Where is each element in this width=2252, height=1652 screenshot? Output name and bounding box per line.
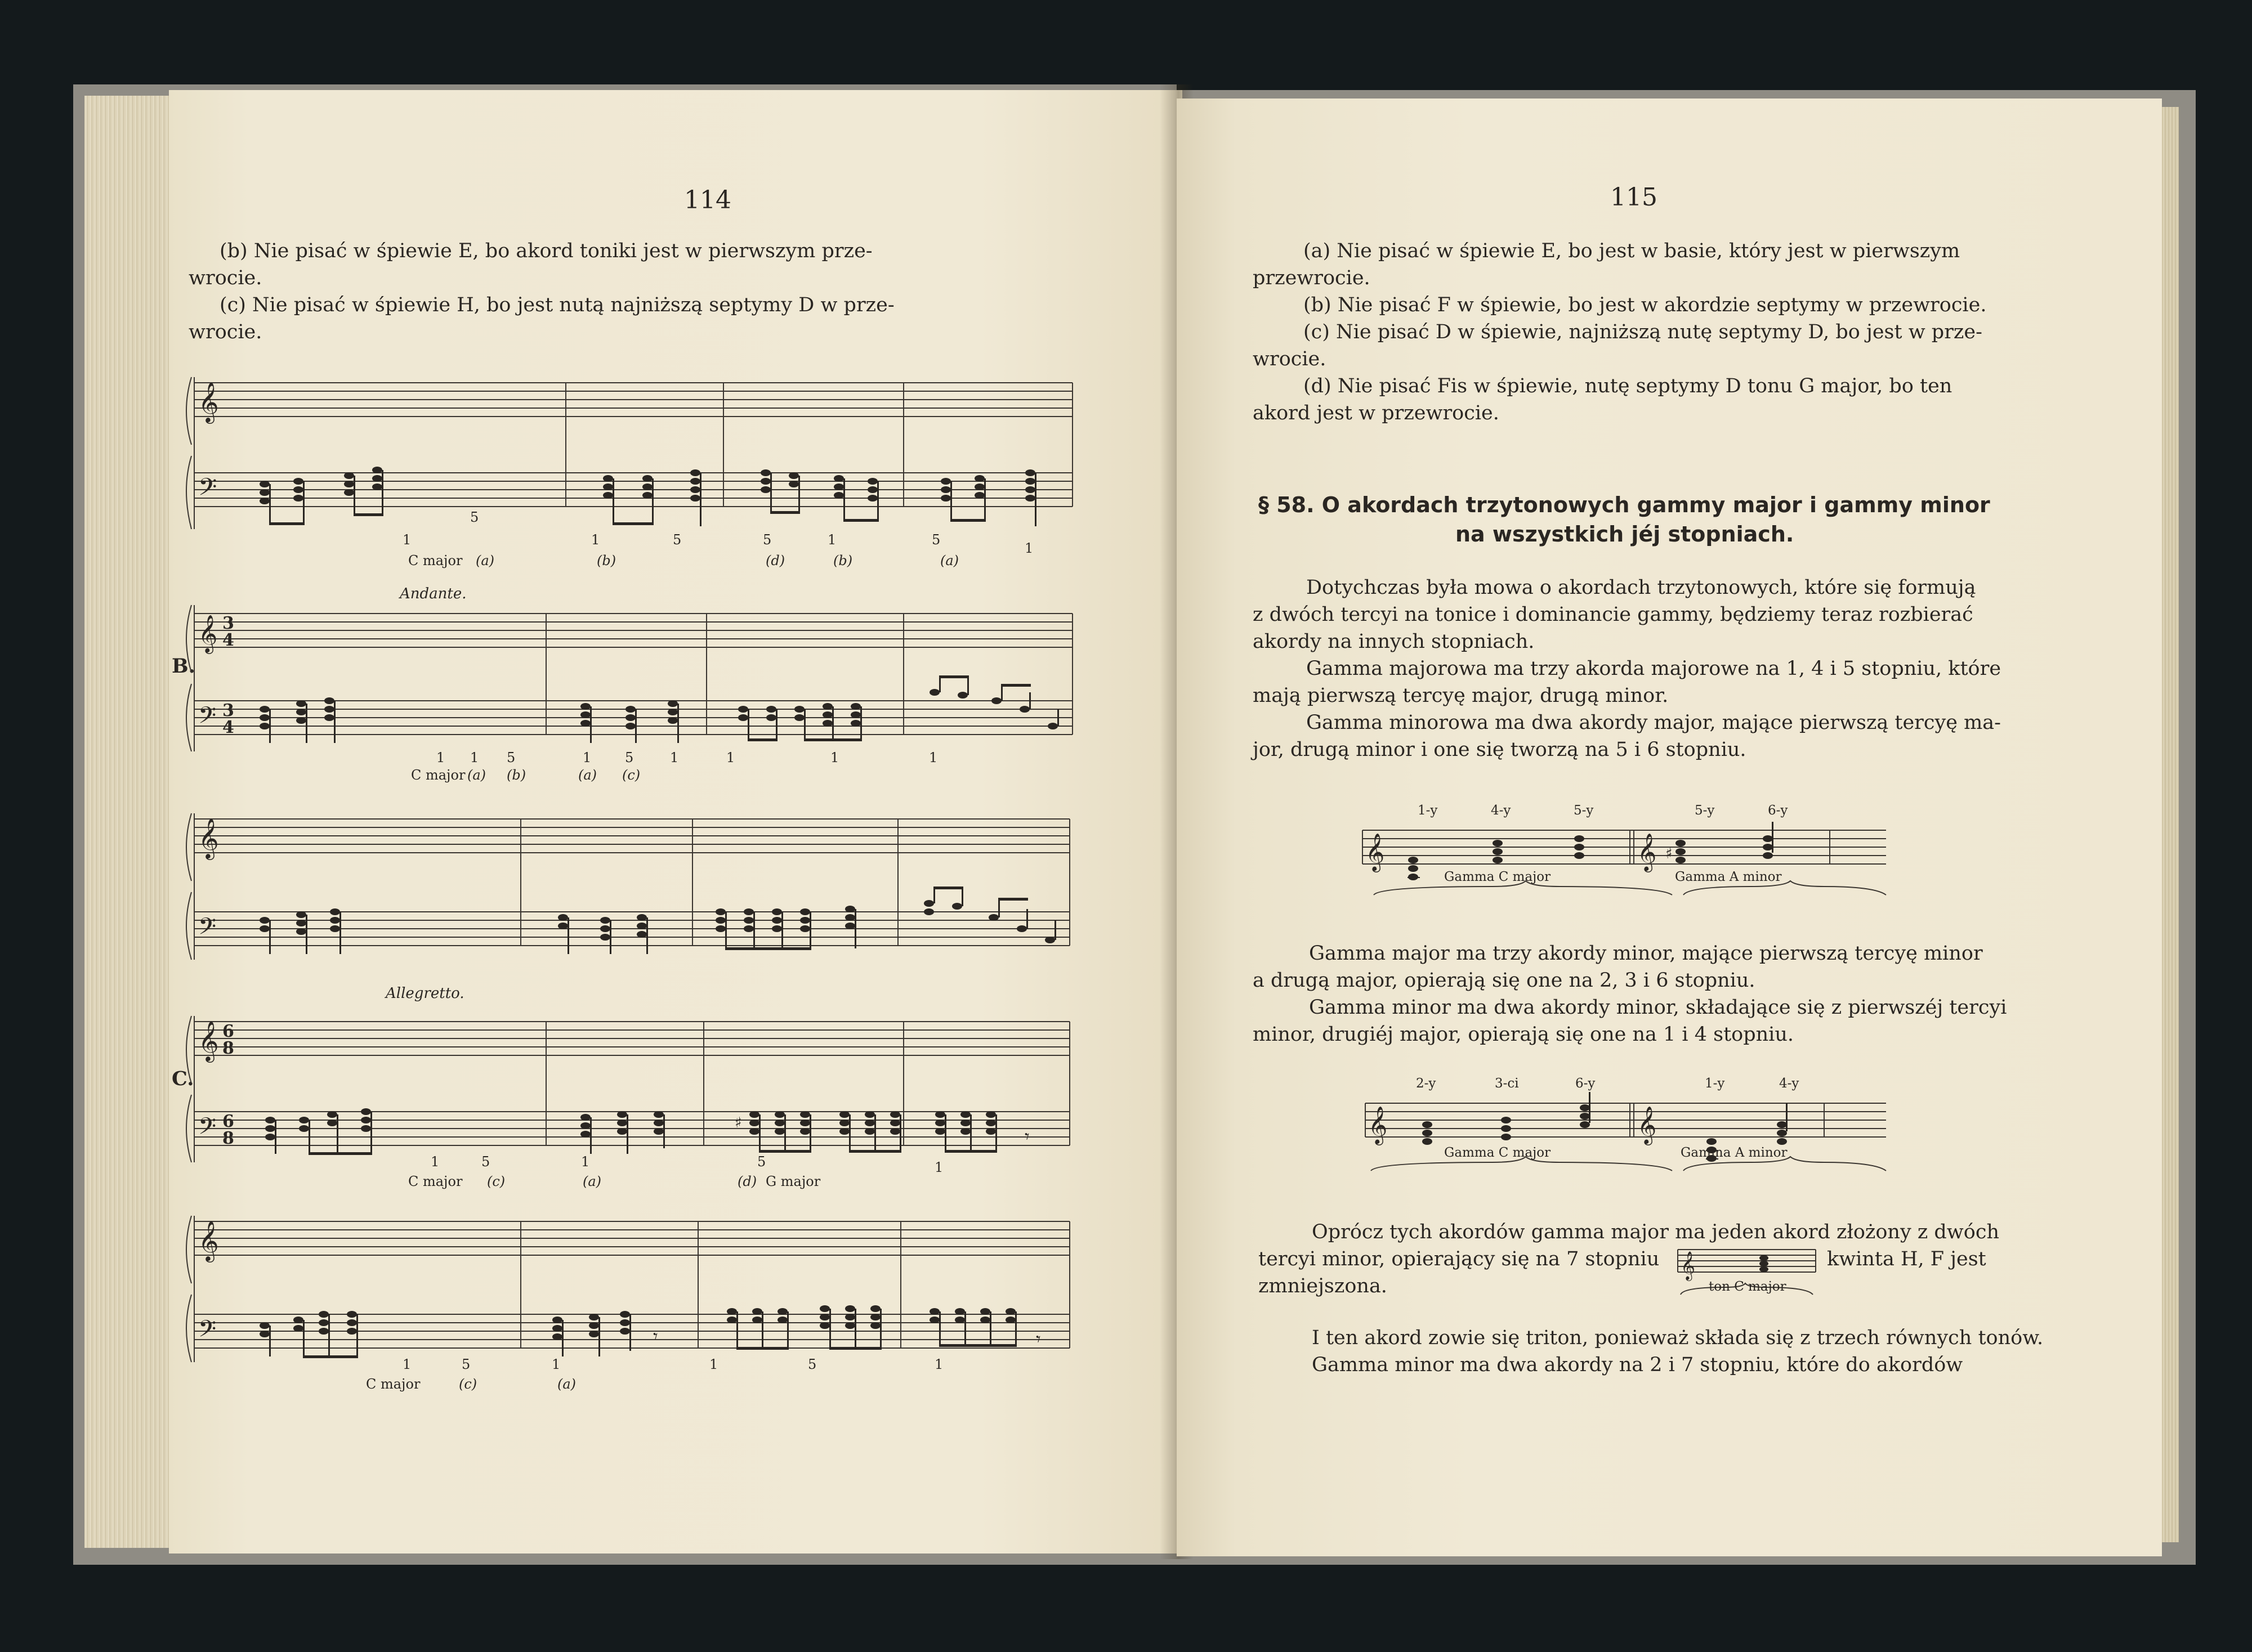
right-paragraph-7-line2: jor, drugą minor i one się tworzą na 5 i 6 stopniu.	[1253, 738, 1746, 761]
svg-text:𝄞: 𝄞	[1365, 832, 1385, 871]
ex4-label: (a)	[583, 1174, 602, 1189]
ex4-num: 5	[481, 1154, 490, 1170]
ex1-num: 5	[673, 532, 682, 548]
svg-text:𝄾: 𝄾	[653, 1326, 658, 1347]
ex5-label: (a)	[557, 1376, 577, 1392]
svg-text:𝄢: 𝄢	[198, 473, 217, 507]
right-page	[1177, 99, 2162, 1556]
ex4-num: 5	[757, 1154, 766, 1170]
ex2-num: 5	[625, 750, 634, 765]
right-paragraph-6-line2: mają pierwszą tercyę major, drugą minor.	[1253, 684, 1669, 707]
svg-text:♯: ♯	[735, 1114, 742, 1131]
ex1-num: 5	[932, 532, 941, 548]
ex2-label: (a)	[578, 767, 597, 783]
chord-degree-label: 1-y	[1418, 803, 1438, 818]
ex4-num: 1	[935, 1159, 944, 1175]
ex1-num: 1	[1025, 540, 1034, 556]
right-paragraph-10-line2b: kwinta H, F jest	[1827, 1248, 1986, 1270]
gamma-c-major-label: Gamma C major	[1444, 1145, 1551, 1160]
ex1-label: (b)	[833, 553, 853, 568]
svg-text:3: 3	[222, 614, 234, 633]
gamma-a-minor-label: Gamma A minor	[1675, 870, 1782, 884]
ex5-label: (c)	[459, 1376, 477, 1392]
ex1-num: 1	[828, 532, 837, 548]
chord-degree-label: 5-y	[1574, 803, 1594, 818]
ex1-num: 1	[403, 532, 412, 548]
chord-degree-label: 6-y	[1768, 803, 1788, 818]
svg-text:8: 8	[222, 1129, 234, 1148]
left-page	[169, 90, 1182, 1553]
svg-text:𝄞: 𝄞	[198, 817, 219, 858]
left-paragraph-c-line1: (c) Nie pisać w śpiewie H, bo jest nutą najniższą septymy D w prze-	[220, 294, 895, 316]
ton-c-major-label: ton C major	[1709, 1279, 1786, 1294]
ex4-num: 1	[431, 1154, 440, 1170]
ex1-label: (a)	[476, 553, 495, 568]
svg-text:𝄞: 𝄞	[198, 614, 218, 652]
ex2-label: (a)	[467, 767, 486, 783]
ex2-label: (b)	[507, 767, 526, 783]
ex1-label: (a)	[940, 553, 959, 568]
music-example-gamma-major-chords	[1177, 796, 2162, 926]
music-example-4	[169, 1005, 1182, 1185]
svg-text:4: 4	[222, 630, 234, 650]
svg-text:𝄞: 𝄞	[198, 381, 219, 422]
ex4-label-gmajor: G major	[766, 1174, 821, 1189]
chord-degree-label: 4-y	[1491, 803, 1511, 818]
section-b-label: B.	[172, 655, 195, 678]
ex5-num: 1	[709, 1356, 718, 1372]
svg-text:𝄞: 𝄞	[1681, 1251, 1696, 1280]
ex1-num: 5	[763, 532, 772, 548]
chord-degree-label: 3-ci	[1495, 1076, 1519, 1091]
ex5-label-cmajor: C major	[366, 1376, 421, 1392]
ex2-num: 1	[830, 750, 839, 765]
music-example-gamma-minor-chords	[1177, 1069, 2162, 1202]
svg-text:𝄢: 𝄢	[198, 1113, 217, 1145]
ex5-num: 5	[808, 1356, 817, 1372]
right-paragraph-c-line1: (c) Nie pisać D w śpiewie, najniższą nutę septymy D, bo jest w prze-	[1303, 321, 1982, 343]
right-paragraph-5-line1: Dotychczas była mowa o akordach trzytonowych, które się formują	[1306, 576, 1976, 599]
ex1-label: (b)	[597, 553, 616, 568]
svg-text:𝄞: 𝄞	[1637, 832, 1657, 871]
ex2-num: 1	[583, 750, 592, 765]
svg-text:𝄾: 𝄾	[1036, 1328, 1041, 1350]
right-paragraph-d-line2: akord jest w przewrocie.	[1253, 402, 1499, 424]
svg-text:𝄞: 𝄞	[198, 1220, 219, 1261]
left-paragraph-c-line2: wrocie.	[189, 321, 262, 343]
ex5-num: 5	[462, 1356, 471, 1372]
ex2-num: 5	[507, 750, 516, 765]
svg-text:4: 4	[222, 718, 234, 737]
ex5-num: 1	[552, 1356, 561, 1372]
right-paragraph-12: Gamma minor ma dwa akordy na 2 i 7 stopniu, które do akordów	[1312, 1354, 1963, 1376]
ex2-num: 1	[929, 750, 938, 765]
ex4-label: (c)	[487, 1174, 506, 1189]
gamma-c-major-label: Gamma C major	[1444, 870, 1551, 884]
left-paragraph-b-line1: (b) Nie pisać w śpiewie E, bo akord toniki jest w pierwszym prze-	[220, 240, 873, 262]
right-paragraph-5-line3: akordy na innych stopniach.	[1253, 630, 1535, 653]
chord-degree-label: 2-y	[1416, 1076, 1436, 1091]
right-paragraph-9-line1: Gamma minor ma dwa akordy minor, składające się z pierwszéj tercyi	[1309, 996, 2007, 1019]
chord-degree-label: 6-y	[1575, 1076, 1596, 1091]
svg-text:♯: ♯	[1665, 845, 1673, 862]
svg-text:𝄞: 𝄞	[1368, 1105, 1388, 1144]
ex1-num: 1	[591, 532, 600, 548]
chord-degree-label: 5-y	[1695, 803, 1715, 818]
right-paragraph-8-line1: Gamma major ma trzy akordy minor, mające pierwszą tercyę minor	[1309, 942, 1983, 965]
right-paragraph-d-line1: (d) Nie pisać Fis w śpiewie, nutę septymy D tonu G major, bo ten	[1303, 375, 1952, 397]
svg-text:𝄢: 𝄢	[198, 702, 217, 735]
right-paragraph-9-line2: minor, drugiéj major, opierają się one na 1 i 4 stopniu.	[1253, 1023, 1794, 1046]
ex4-label: (d)	[738, 1174, 757, 1189]
right-paragraph-c-line2: wrocie.	[1253, 348, 1326, 370]
svg-text:𝄞: 𝄞	[1637, 1105, 1657, 1144]
tempo-andante: Andante.	[400, 585, 467, 602]
svg-text:3: 3	[222, 701, 234, 720]
right-paragraph-7-line1: Gamma minorowa ma dwa akordy major, mające pierwszą tercyę ma-	[1306, 711, 2001, 734]
section-heading-line1: § 58. O akordach trzytonowych gammy major i gammy minor	[1258, 493, 1990, 517]
right-paragraph-b: (b) Nie pisać F w śpiewie, bo jest w akordzie septymy w przewrocie.	[1303, 294, 1987, 316]
left-paragraph-b-line2: wrocie.	[189, 267, 262, 289]
tempo-allegretto: Allegretto.	[386, 985, 464, 1002]
svg-text:6: 6	[222, 1112, 234, 1131]
ex2-num: 1	[470, 750, 479, 765]
svg-text:𝄢: 𝄢	[198, 1315, 217, 1348]
ex4-num: 1	[581, 1154, 590, 1170]
section-c-label: C.	[172, 1067, 194, 1090]
right-paragraph-a-line2: przewrocie.	[1253, 267, 1370, 289]
ex1-label-cmajor: C major	[408, 553, 463, 568]
right-paragraph-5-line2: z dwóch tercyi na tonice i dominancie gammy, będziemy teraz rozbierać	[1253, 603, 1973, 626]
ex1-label: (d)	[766, 553, 785, 568]
ex2-num: 1	[670, 750, 679, 765]
right-paragraph-6-line1: Gamma majorowa ma trzy akorda majorowe na 1, 4 i 5 stopniu, które	[1306, 657, 2001, 680]
ex2-label: (c)	[622, 767, 641, 783]
ex1-num: 5	[470, 509, 479, 525]
music-example-3	[169, 802, 1182, 971]
chord-degree-label: 1-y	[1705, 1076, 1725, 1091]
ex4-label-cmajor: C major	[408, 1174, 463, 1189]
svg-text:𝄢: 𝄢	[198, 913, 217, 946]
page-number-left: 114	[684, 186, 731, 214]
svg-text:8: 8	[222, 1038, 234, 1058]
right-paragraph-8-line2: a drugą major, opierają się one na 2, 3 i 6 stopniu.	[1253, 969, 1755, 992]
music-example-5	[169, 1205, 1182, 1373]
ex2-num: 1	[436, 750, 445, 765]
page-number-right: 115	[1610, 183, 1657, 212]
right-paragraph-a-line1: (a) Nie pisać w śpiewie E, bo jest w basie, który jest w pierwszym	[1303, 240, 1960, 262]
section-heading-line2: na wszystkich jéj stopniach.	[1455, 522, 1794, 547]
page-edges-left	[84, 96, 175, 1548]
right-paragraph-10-line2a: tercyi minor, opierający się na 7 stopniu	[1258, 1248, 1660, 1270]
gamma-a-minor-label: Gamma A minor	[1681, 1145, 1788, 1160]
ex2-num: 1	[726, 750, 735, 765]
right-paragraph-10-line3: zmniejszona.	[1258, 1275, 1387, 1297]
right-paragraph-10-line1: Oprócz tych akordów gamma major ma jeden akord złożony z dwóch	[1312, 1221, 1999, 1243]
svg-text:6: 6	[222, 1022, 234, 1041]
right-paragraph-11: I ten akord zowie się triton, ponieważ składa się z trzech równych tonów.	[1312, 1327, 2044, 1349]
svg-text:𝄾: 𝄾	[1025, 1126, 1030, 1147]
ex2-label-cmajor: C major	[411, 767, 466, 783]
chord-degree-label: 4-y	[1779, 1076, 1799, 1091]
ex5-num: 1	[935, 1356, 944, 1372]
ex5-num: 1	[403, 1356, 412, 1372]
svg-text:𝄞: 𝄞	[198, 1020, 219, 1061]
